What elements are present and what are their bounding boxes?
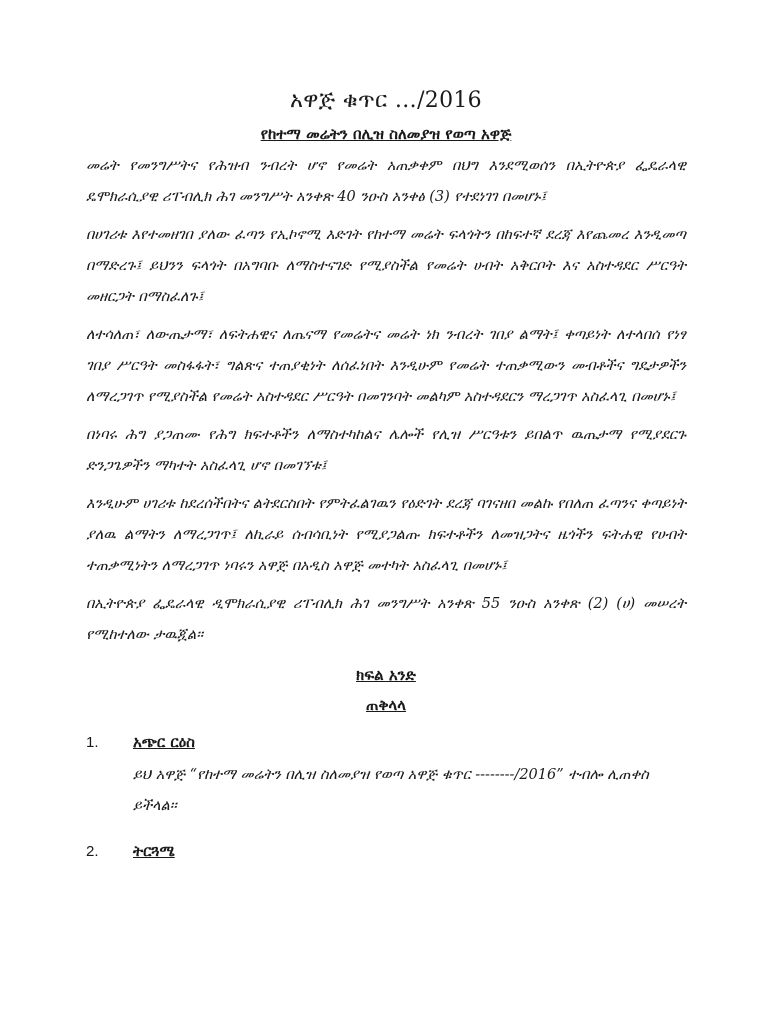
article-body: ይህ አዋጅ “የከተማ መሬትን በሊዝ ስለመያዝ የወጣ አዋጅ ቁጥር --------/2016” ተብሎ ሊጠቀስ ይችላል፡፡ — [133, 767, 649, 814]
article-title: ትርጓሜ — [133, 842, 175, 860]
article-number: 2. — [86, 843, 99, 860]
article-number: 1. — [86, 734, 99, 751]
preamble-paragraph: በሀገሪቱ እየተመዘገበ ያለው ፈጣን የኢኮኖሚ እድገት የከተማ መሬት ፍላጎትን በከፍተኛ ደረጃ እየጨመረ እንዲመጣ በማድረጉ፤ ይህንን ፍላጎት በአግባቡ ለማስተናገድ የሚያስችል የመሬት ሀብት አቅርቦት እና አስተዳደር ሥርዓት መዘርጋት በማስፈለጉ፤ — [86, 227, 686, 305]
section-heading: ጠቅላላ — [366, 696, 406, 714]
article-title: አጭር ርዕስ — [133, 733, 195, 751]
preamble-paragraph: መሬት የመንግሥትና የሕዝብ ንብረት ሆኖ የመሬት አጠቃቀም በህግ እንደሚወሰን በኢትዮጵያ ፌዴራላዊ ዴሞክራሲያዊ ሪፐብሊክ ሕገ መንግሥት አንቀጽ 40 ንዑስ አንቀፅ (3) የተደነገገ በመሆኑ፤ — [86, 158, 686, 205]
preamble-paragraph: ለተሳለጠ፣ ለውጤታማ፣ ለፍትሐዊና ለጤናማ የመሬትና መሬት ነክ ንብረት ገበያ ልማት፤ ቀጣይነት ለተላበሰ የነፃ ገበያ ሥርዓት መስፋፋት፣ ግልጽና ተጠያቂነት ለሰፈነበት እንዲሁም የመሬት ተጠቃሚውን መብቶችና ግዴታዎችን ለማረጋገጥ የሚያስችል የመሬት አስተዳደር ሥርዓት በመገንባት መልካም አስተዳደርን ማረጋገጥ አስፈላጊ በመሆኑ፤ — [86, 327, 686, 405]
article-heading — [86, 836, 686, 867]
document-title: አዋጅ ቁጥር …/2016 — [290, 88, 482, 113]
part-heading: ክፍል አንድ — [356, 666, 416, 684]
document-subtitle: የከተማ መሬትን በሊዝ ስለመያዝ የወጣ አዋጅ — [260, 125, 512, 143]
preamble-paragraph: እንዲሁም ሀገሪቱ ከደረሰችበትና ልትደርስበት የምትፈልገዉን የዕድገት ደረጃ ባገናዘበ መልኩ የበለጠ ፈጣንና ቀጣይነት ያለዉ ልማትን ለማረጋገጥ፤ ለኪራይ ሰብሳቢነት የሚያጋልጡ ክፍተቶችን ለመዝጋትና ዜጎችን ፍትሐዊ የሀብት ተጠቃሚነትን ለማረጋገጥ ነባሩን አዋጅ በአዲስ አዋጅ መተካት አስፈላጊ በመሆኑ፤ — [86, 496, 686, 574]
article-heading — [86, 727, 686, 758]
preamble-paragraph: በነባሩ ሕግ ያጋጠሙ የሕግ ክፍተቶችን ለማስተካከልና ሌሎች የሊዝ ሥርዓቱን ይበልጥ ዉጤታማ የሚያደርጉ ድንጋጌዎችን ማካተት አስፈላጊ ሆኖ በመገኘቱ፤ — [86, 427, 686, 474]
preamble-paragraph: በኢትዮጵያ ፌዴራላዊ ዲሞክራሲያዊ ሪፐብሊክ ሕገ መንግሥት አንቀጽ 55 ንዑስ አንቀጽ (2) (ሀ) መሠረት የሚከተለው ታዉጇል፡፡ — [86, 596, 686, 643]
